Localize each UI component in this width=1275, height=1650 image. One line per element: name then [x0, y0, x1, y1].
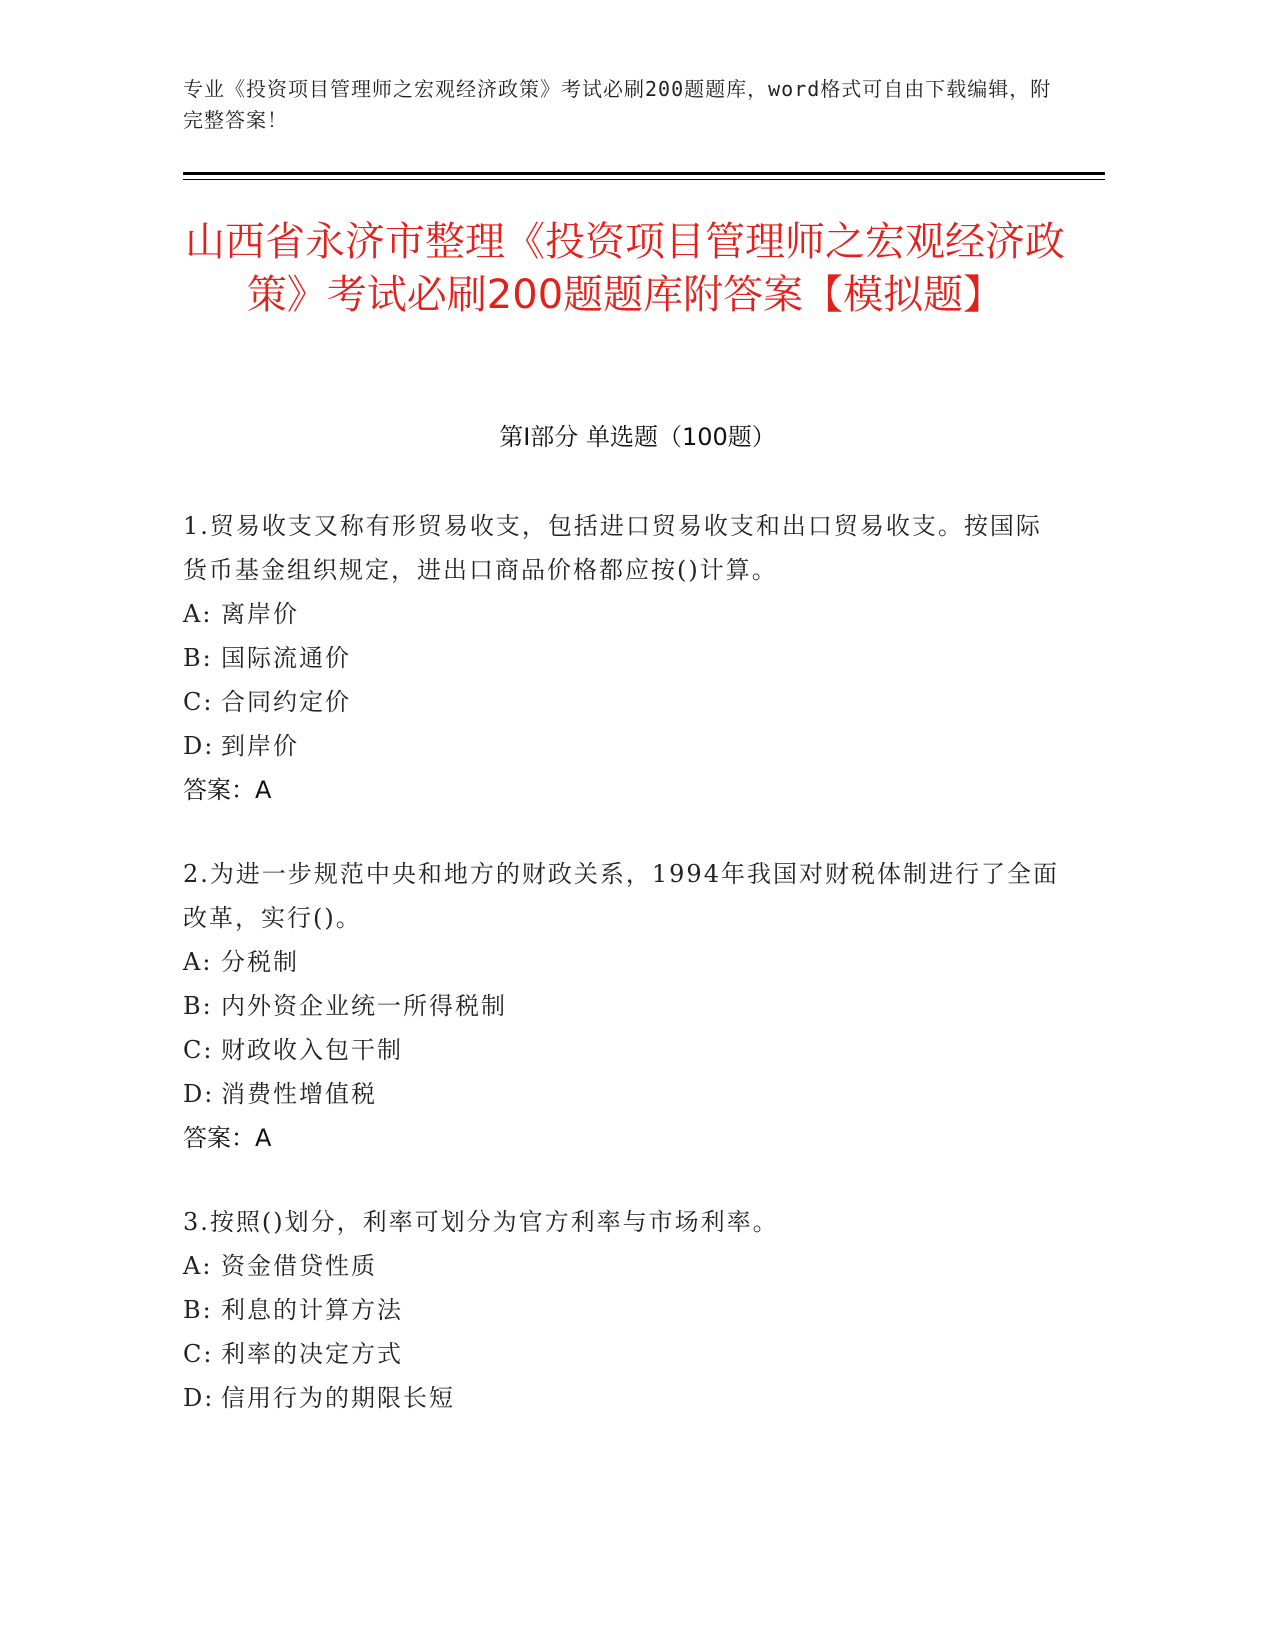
option-c: [183, 680, 1063, 724]
option-letter: A:: [183, 948, 213, 976]
option-letter: C:: [183, 688, 214, 716]
header-note: 专业《投资项目管理师之宏观经济政策》考试必刷200题题库，word格式可自由下载编辑，附完整答案！: [183, 77, 1052, 132]
option-letter: B:: [183, 644, 213, 672]
question-stem: 2.为进一步规范中央和地方的财政关系，1994年我国对财税体制进行了全面改革，实行()。: [183, 860, 1059, 932]
question-stem: 3.按照()划分，利率可划分为官方利率与市场利率。: [183, 1208, 779, 1236]
header-rule-thin: [183, 179, 1105, 180]
option-letter: D:: [183, 1080, 215, 1108]
answer-line: 答案：A: [183, 1124, 272, 1152]
option-b: [183, 636, 1063, 680]
option-letter: B:: [183, 992, 213, 1020]
option-b: [183, 1288, 1063, 1332]
option-text: 合同约定价: [221, 688, 351, 716]
option-d: [183, 1376, 1063, 1420]
option-letter: D:: [183, 732, 215, 760]
option-text: 分税制: [221, 948, 299, 976]
option-c: [183, 1028, 1063, 1072]
option-text: 信用行为的期限长短: [221, 1384, 455, 1412]
option-text: 资金借贷性质: [221, 1252, 377, 1280]
option-c: [183, 1332, 1063, 1376]
option-text: 国际流通价: [221, 644, 351, 672]
answer-line: 答案：A: [183, 776, 272, 804]
option-a: [183, 592, 1063, 636]
option-text: 财政收入包干制: [221, 1036, 403, 1064]
option-letter: D:: [183, 1384, 215, 1412]
question-2: [183, 852, 1063, 1160]
header-rule-thick: [183, 172, 1105, 175]
option-letter: C:: [183, 1036, 214, 1064]
option-text: 利率的决定方式: [221, 1340, 403, 1368]
question-1: [183, 504, 1063, 812]
document-title: 山西省永济市整理《投资项目管理师之宏观经济政策》考试必刷200题题库附答案【模拟题】: [185, 219, 1065, 318]
question-3: [183, 1200, 1063, 1420]
option-text: 消费性增值税: [221, 1080, 377, 1108]
option-letter: A:: [183, 1252, 213, 1280]
question-stem: 1.贸易收支又称有形贸易收支，包括进口贸易收支和出口贸易收支。按国际货币基金组织规定，进出口商品价格都应按()计算。: [183, 512, 1042, 584]
option-letter: A:: [183, 600, 213, 628]
option-text: 内外资企业统一所得税制: [221, 992, 507, 1020]
option-letter: C:: [183, 1340, 214, 1368]
section-title: 第Ⅰ部分 单选题（100题）: [499, 423, 776, 451]
option-text: 离岸价: [221, 600, 299, 628]
option-a: [183, 940, 1063, 984]
option-b: [183, 984, 1063, 1028]
option-text: 到岸价: [221, 732, 299, 760]
option-d: [183, 724, 1063, 768]
option-d: [183, 1072, 1063, 1116]
option-text: 利息的计算方法: [221, 1296, 403, 1324]
option-a: [183, 1244, 1063, 1288]
option-letter: B:: [183, 1296, 213, 1324]
